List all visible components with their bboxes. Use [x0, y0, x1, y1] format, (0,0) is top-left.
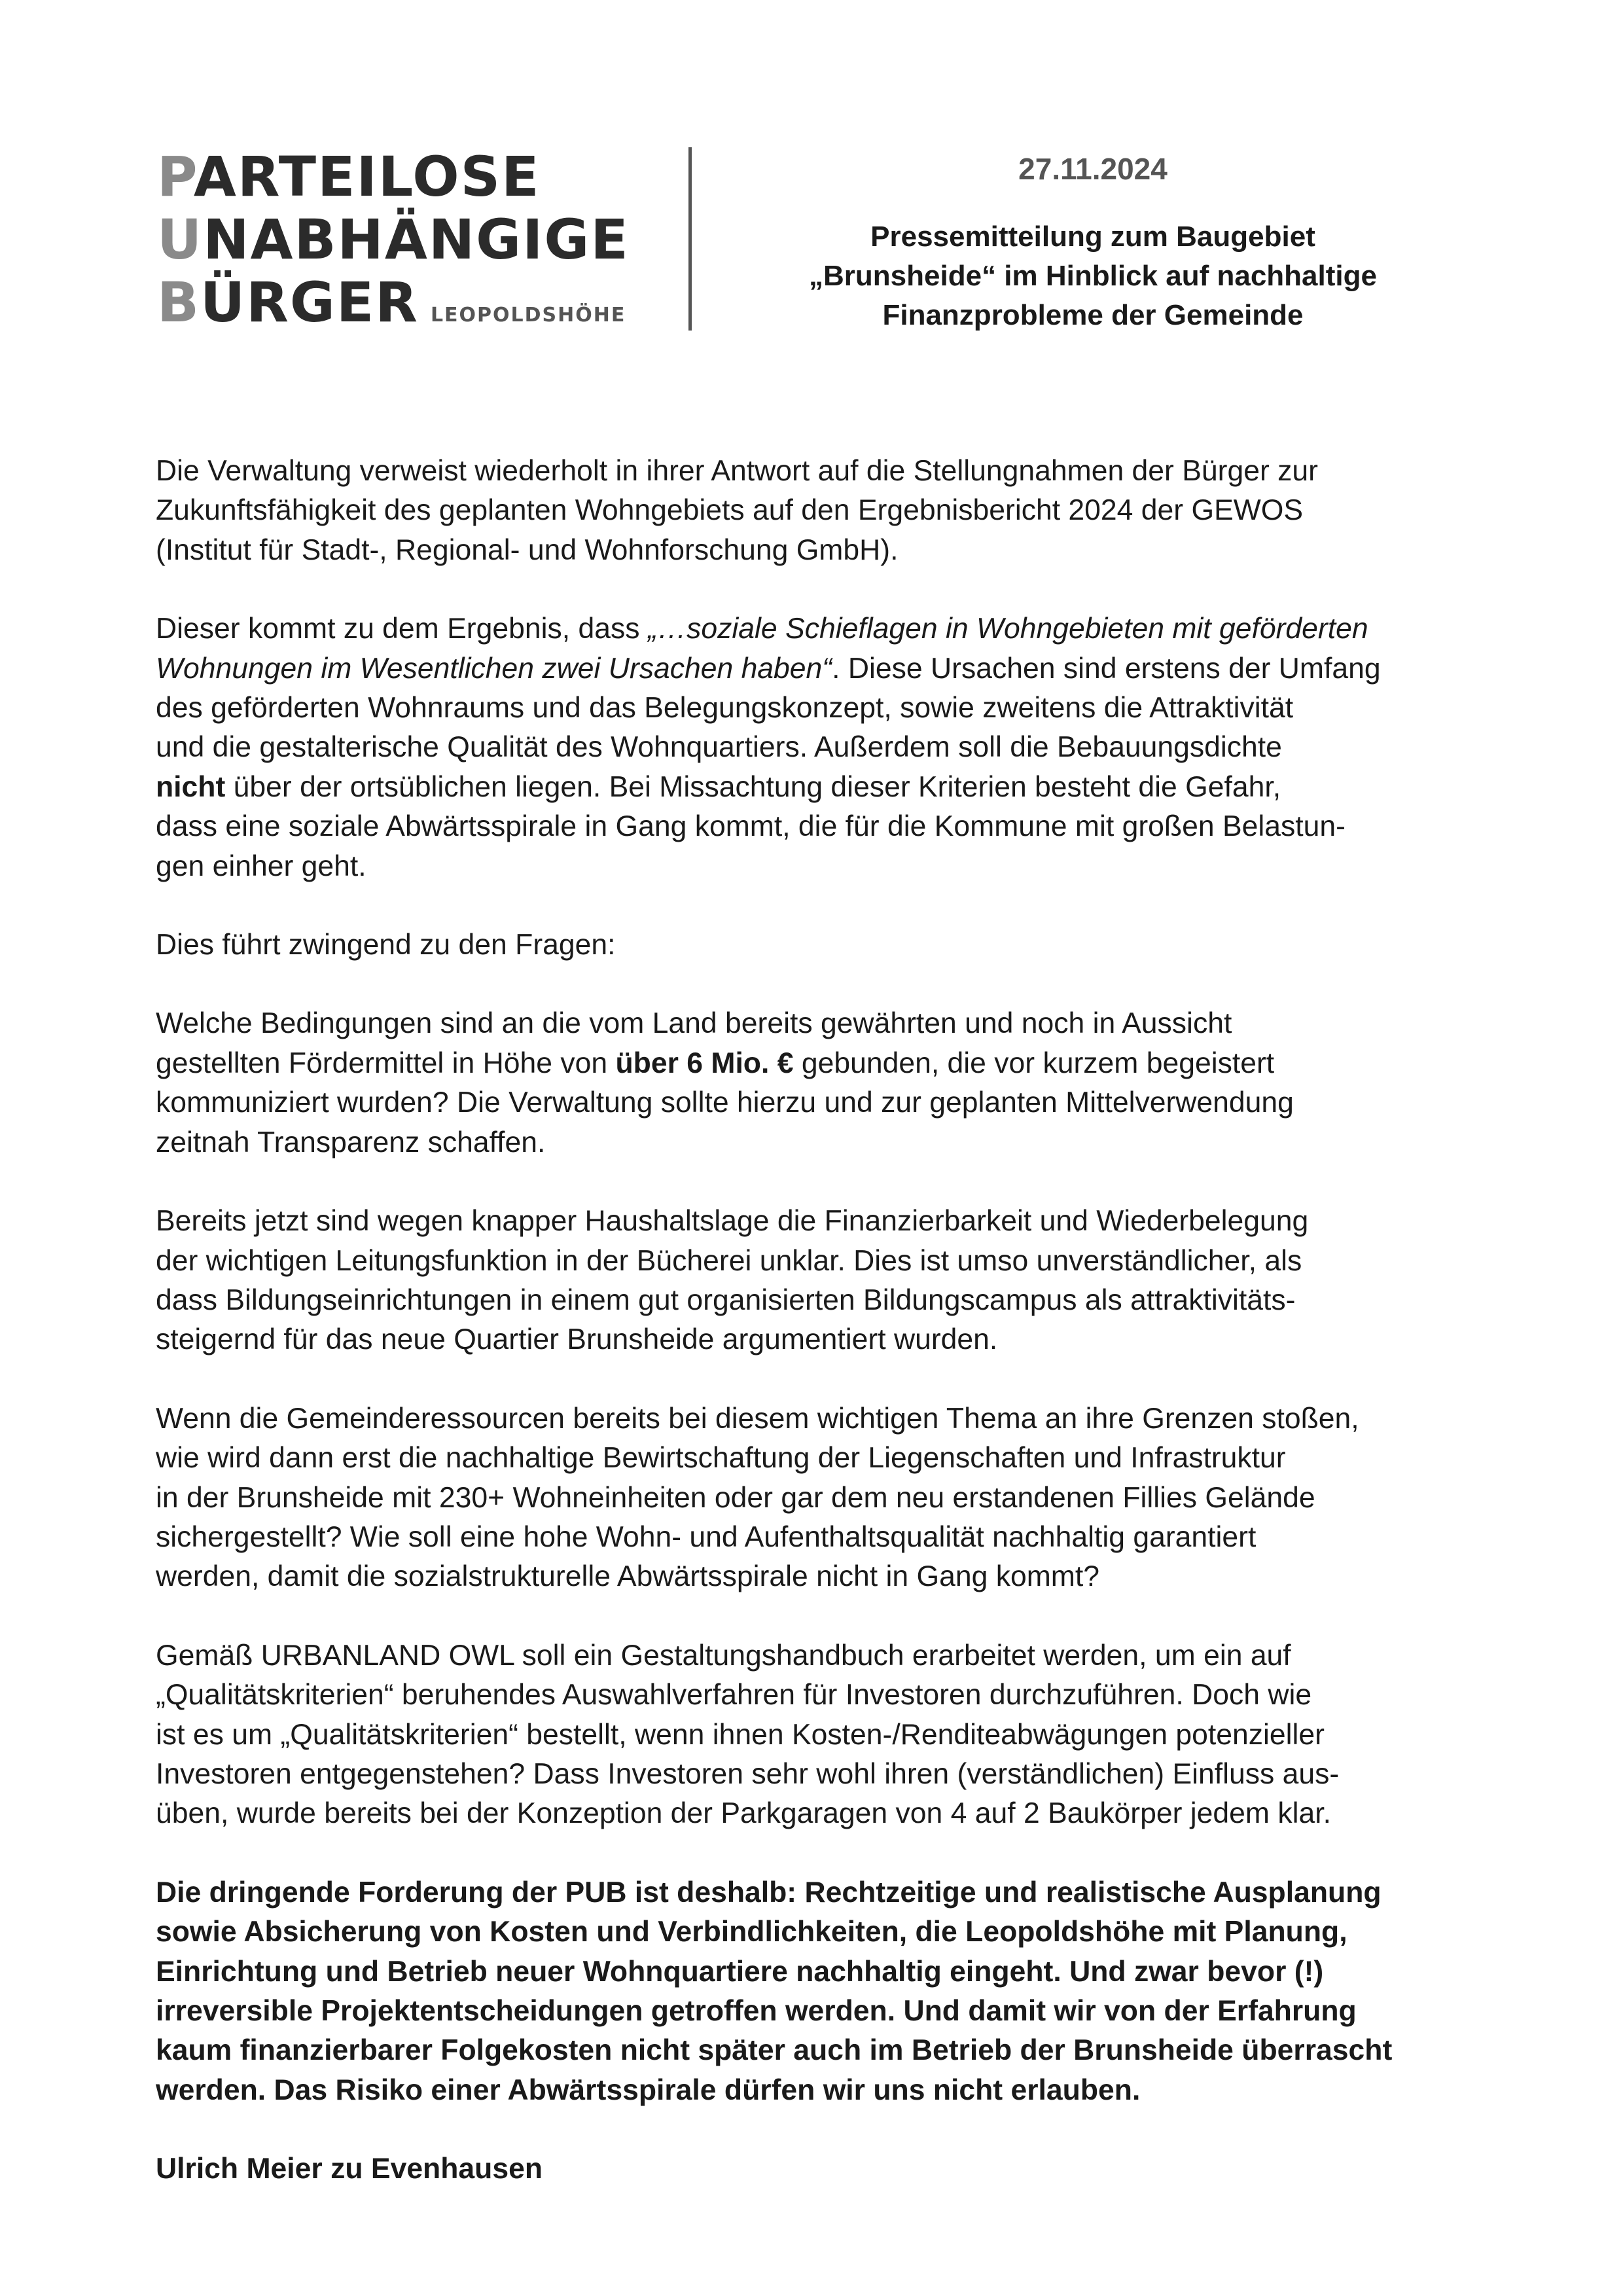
paragraph-1: Die Verwaltung verweist wiederholt in ihrer Antwort auf die Stellungnahmen der Bürger zur Zukunftsfähigkeit des geplanten Wohngebiets auf den Ergebnisbericht 2024 der GEWOS (Institut für Stadt-, Regional- und Wohnforschung GmbH). — [156, 455, 1318, 566]
emphasis: über 6 Mio. € — [615, 1047, 794, 1079]
paragraph-6: Wenn die Gemeinderessourcen bereits bei diesem wichtigen Thema an ihre Grenzen stoßen, wie wird dann erst die nachhaltige Bewirtschaftung der Liegenschaften und Infrastruktur in der Brunsheide mit 230+ Wohneinheiten oder gar dem neu erstandenen Fillies Gelände sichergestellt? Wie soll eine hohe Wohn- und Aufenthaltsqualität nachhaltig garantiert werden, damit die sozialstrukturelle Abwärtsspirale nicht in Gang kommt? — [156, 1402, 1359, 1593]
signature: Ulrich Meier zu Evenhausen — [156, 2153, 543, 2185]
press-date: 27.11.2024 — [1018, 152, 1168, 186]
paragraph-demand: Die dringende Forderung der PUB ist deshalb: Rechtzeitige und realistische Ausplanung sowie Absicherung von Kosten und Verbindlichkeiten, die Leopoldshöhe mit Planung, Einrichtung und Betrieb neuer Wohnquartiere nachhaltig eingeht. Und zwar bevor (!) irreversible Projektentscheidungen getroffen werden. Und damit wir von der Erfahrung kaum finanzierbarer Folgekosten nicht später auch im Betrieb der Brunsheide überrascht werden. Das Risiko einer Abwärtsspirale dürfen wir uns nicht erlauben. — [156, 1876, 1393, 2106]
press-title: Pressemitteilung zum Baugebiet „Brunsheide“ im Hinblick auf nachhaltige Finanzprobleme der Gemeinde — [809, 221, 1377, 331]
emphasis: nicht — [156, 770, 226, 803]
logo-line-2: UNABHÄNGIGE — [157, 207, 630, 272]
paragraph-2: Dieser kommt zu dem Ergebnis, dass „…soziale Schieflagen in Wohngebieten mit geförderten Wohnungen im Wesentlichen zwei Ursachen haben“. Diese Ursachen sind erstens der Umfang des geförderten Wohnraums und das Belegungskonzept, sowie zweitens die Attraktivität und die gestalterische Qualität des Wohnquartiers. Außerdem soll die Bebauungsdichte nicht über der ortsüblichen liegen. Bei Missachtung dieser Kriterien besteht die Gefahr, dass eine soziale Abwärtsspirale in Gang kommt, die für die Kommune mit großen Belastun- gen einher geht. — [156, 613, 1381, 882]
logo-line-1: PARTEILOSE — [157, 145, 541, 209]
paragraph-7: Gemäß URBANLAND OWL soll ein Gestaltungshandbuch erarbeitet werden, um ein auf „Qualitätskriterien“ beruhendes Auswahlverfahren für Investoren durchzuführen. Doch wie ist es um „Qualitätskriterien“ bestellt, wenn ihnen Kosten-/Renditeabwägungen potenzieller Investoren entgegenstehen? Dass Investoren sehr wohl ihren (verständlichen) Einfluss aus- üben, wurde bereits bei der Konzeption der Parkgaragen von 4 auf 2 Baukörper jedem klar. — [156, 1639, 1340, 1830]
header-divider — [688, 147, 692, 331]
quote: Wohnungen im Wesentlichen zwei Ursachen haben“ — [156, 652, 832, 685]
party-logo — [157, 145, 630, 334]
paragraph-3: Dies führt zwingend zu den Fragen: — [156, 929, 616, 961]
logo-line-3: BÜRGER LEOPOLDSHÖHE — [157, 270, 626, 334]
paragraph-4: Welche Bedingungen sind an die vom Land bereits gewährten und noch in Aussicht gestellten Fördermittel in Höhe von über 6 Mio. € gebunden, die vor kurzem begeistert kommuniziert wurden? Die Verwaltung sollte hierzu und zur geplanten Mittelverwendung zeitnah Transparenz schaffen. — [156, 1007, 1294, 1158]
quote: „…soziale Schieflagen in Wohngebieten mit geförderten — [647, 613, 1368, 645]
logo-subtitle: LEOPOLDSHÖHE — [430, 304, 626, 327]
paragraph-5: Bereits jetzt sind wegen knapper Haushaltslage die Finanzierbarkeit und Wiederbelegung der wichtigen Leitungsfunktion in der Bücherei unklar. Dies ist umso unverständlicher, als dass Bildungseinrichtungen in einem gut organisierten Bildungscampus als attraktivitäts- steigernd für das neue Quartier Brunsheide argumentiert wurden. — [156, 1205, 1309, 1356]
press-body — [156, 452, 1491, 2229]
